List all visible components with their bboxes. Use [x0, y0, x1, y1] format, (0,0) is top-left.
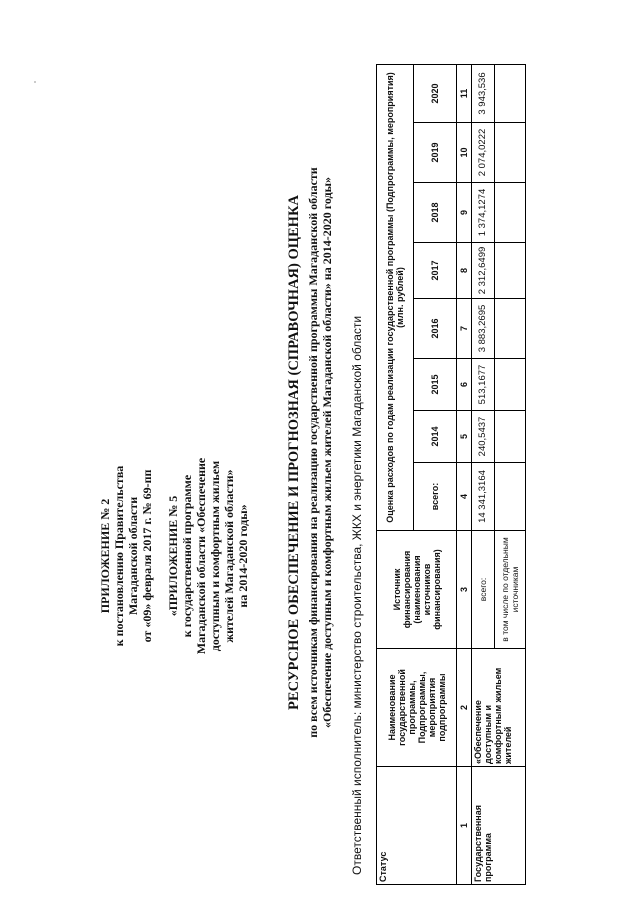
header-year: 2019: [414, 123, 457, 183]
header-estimate: Оценка расходов по годам реализации государственной программы (Подпрограммы, мероприятия) (млн. рублей): [377, 65, 414, 531]
header-year: 2014: [414, 411, 457, 463]
row-year-value: 240,5437: [472, 411, 495, 463]
appendix-program-line: к государственной программе: [180, 474, 194, 638]
header-status: Статус: [377, 767, 457, 885]
row-program-name: «Обеспечение доступным и комфортным жильем жителей: [472, 649, 526, 767]
header-program-name: Наименование государственной программы, Подпрограммы, мероприятия подпрограммы: [377, 649, 457, 767]
funding-table: [376, 64, 526, 885]
subtitle-line: «Обеспечение доступным и комфортным жильем жителей Магаданской области» на 2014-2020 годы»: [320, 177, 334, 728]
appendix-inner-number: «ПРИЛОЖЕНИЕ № 5: [166, 495, 180, 617]
appendix-ref-line: Магаданской области: [126, 496, 140, 616]
column-number: 3: [457, 531, 472, 649]
row-status: Государственная программа: [472, 767, 526, 885]
header-funding-source: Источник финансирования (наименования источников финансирования): [377, 531, 457, 649]
header-year: 2018: [414, 183, 457, 243]
appendix-date-line: от «09» февраля 2017 г. № 69-пп: [140, 469, 154, 643]
appendix-program-line: жителей Магаданской области»: [222, 469, 236, 643]
row-year-value: 1 374,1274: [472, 183, 495, 243]
header-year: 2015: [414, 359, 457, 411]
column-number: 6: [457, 359, 472, 411]
appendix-ref-line: к постановлению Правительства: [112, 465, 126, 647]
appendix-number: ПРИЛОЖЕНИЕ № 2: [98, 498, 112, 614]
appendix-header: [98, 400, 250, 712]
row-total-value: 14 341,3164: [472, 463, 495, 531]
appendix-program-line: доступным и комфортным жильем: [208, 460, 222, 652]
scan-speck: [34, 81, 36, 83]
responsible-executor: Ответственный исполнитель: министерство строительства, ЖКХ и энергетики Магаданской области: [350, 315, 364, 875]
column-number: 11: [457, 65, 472, 123]
header-year: 2020: [414, 65, 457, 123]
header-total: всего:: [414, 463, 457, 531]
appendix-program-line: на 2014-2020 годы»: [236, 504, 250, 608]
appendix-program-line: Магаданской области «Обеспечение: [194, 457, 208, 655]
header-year: 2016: [414, 299, 457, 359]
document-title: РЕСУРСНОЕ ОБЕСПЕЧЕНИЕ И ПРОГНОЗНАЯ (СПРАВОЧНАЯ) ОЦЕНКА: [286, 195, 302, 710]
column-number: 4: [457, 463, 472, 531]
column-number: 5: [457, 411, 472, 463]
column-number: 2: [457, 649, 472, 767]
column-number: 8: [457, 243, 472, 299]
subtitle-line: по всем источникам финансирования на реализацию государственной программы Магаданской области: [306, 167, 320, 738]
column-number: 10: [457, 123, 472, 183]
row-year-value: 513,1677: [472, 359, 495, 411]
row-source-total: всего:: [472, 531, 495, 649]
column-number: 1: [457, 767, 472, 885]
row-source-detail: в том числе по отдельным источникам: [495, 531, 526, 649]
row-year-value: 2 312,6499: [472, 243, 495, 299]
column-number: 9: [457, 183, 472, 243]
header-year: 2017: [414, 243, 457, 299]
row-year-value: 2 074,0222: [472, 123, 495, 183]
table-row: [472, 65, 495, 885]
column-number-row: [457, 65, 472, 885]
row-year-value: 3 943,536: [472, 65, 495, 123]
row-year-value: 3 883,2695: [472, 299, 495, 359]
document-subtitle: [306, 100, 334, 805]
column-number: 7: [457, 299, 472, 359]
